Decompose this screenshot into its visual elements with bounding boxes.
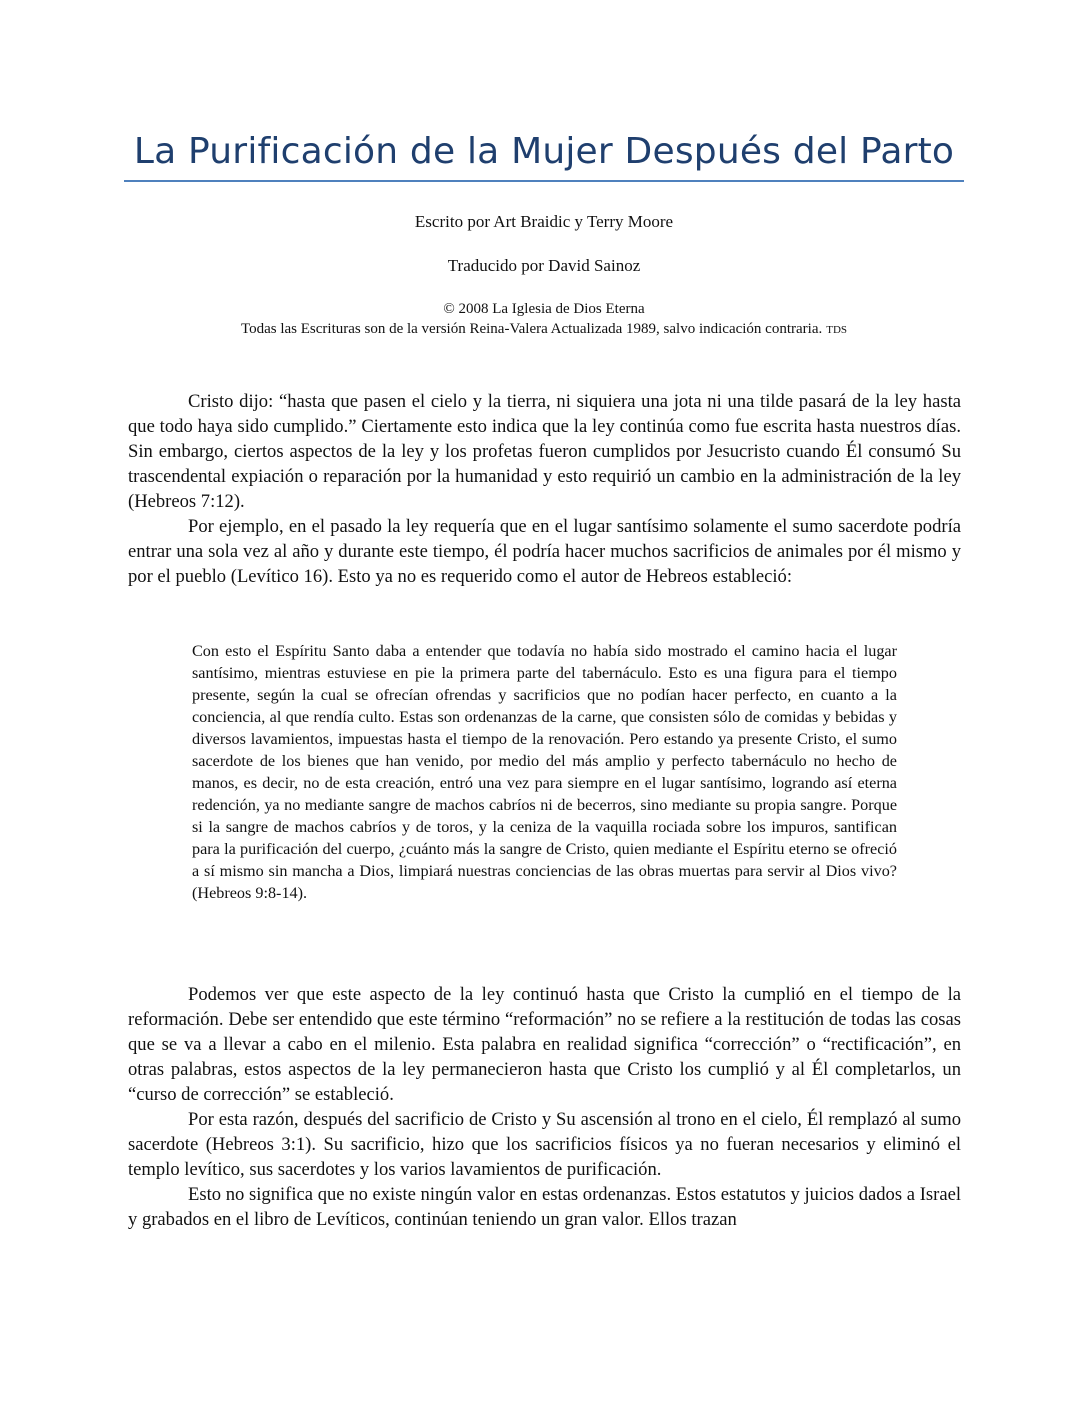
paragraph: Esto no significa que no existe ningún valor en estas ordenanzas. Estos estatutos y juicios dados a Israel y grabados en el libro de Levíticos, continúan teniendo un gran valor. Ellos trazan: [128, 1184, 961, 1230]
translator-line: Traducido por David Sainoz: [447, 256, 641, 275]
scripture-note-tag: TDS: [826, 324, 848, 336]
scripture-note-text: Todas las Escrituras son de la versión Reina-Valera Actualizada 1989, salvo indicación contraria.: [240, 321, 823, 337]
paragraph: Cristo dijo: “hasta que pasen el cielo y la tierra, ni siquiera una jota ni una tilde pasará de la ley hasta que todo haya sido cumplido.” Ciertamente esto indica que la ley continúa como fue escrita hasta nuestros días. Sin embargo, ciertos aspectos de la ley y los profetas fueron cumplidos por Jesucristo cuando Él consumó Su trascendental expiación o reparación por la humanidad y esto requirió un cambio en la administración de la ley (Hebreos 7:12).: [128, 391, 961, 512]
paragraph: Por esta razón, después del sacrificio de Cristo y Su ascensión al trono en el cielo, Él remplazó al sumo sacerdote (Hebreos 3:1). Su sacrificio, hizo que los sacrificios físicos ya no fueran necesarios y eliminó el templo levítico, sus sacerdotes y los varios lavamientos de purificación.: [128, 1109, 961, 1180]
block-quote: Con esto el Espíritu Santo daba a entender que todavía no había sido mostrado el camino hacia el lugar santísimo, mientras estuviese en pie la primera parte del tabernáculo. Esto es una figura para el tiempo presente, según la cual se ofrecían ofrendas y sacrificios que no podían hacer perfecto, en cuanto a la conciencia, al que rendía culto. Estas son ordenanzas de la carne, que consisten sólo de comidas y bebidas y diversos lavamientos, impuestas hasta el tiempo de la renovación. Pero estando ya presente Cristo, el sumo sacerdote de los bienes que han venido, por medio del más amplio y perfecto tabernáculo no hecho de manos, es decir, no de esta creación, entró una vez para siempre en el lugar santísimo, logrando así eterna redención, ya no mediante sangre de machos cabríos ni de becerros, sino mediante su propia sangre. Porque si la sangre de machos cabríos y de toros, y la ceniza de la vaquilla rociada sobre los impuros, santifican para la purificación del cuerpo, ¿cuánto más la sangre de Cristo, quien mediante el Espíritu eterno se ofreció a sí mismo sin mancha a Dios, limpiará nuestras conciencias de las obras muertas para servir al Dios vivo? (Hebreos 9:8-14).: [192, 642, 897, 902]
intro-paragraphs: [128, 389, 961, 589]
paragraph: Podemos ver que este aspecto de la ley continuó hasta que Cristo la cumplió en el tiempo de la reformación. Debe ser entendido que este término “reformación” no se refiere a la restitución de todas las cosas que se va a llevar a cabo en el milenio. Esta palabra en realidad significa “corrección” o “rectificación”, en otras palabras, estos aspectos de la ley permanecieron hasta que Cristo los cumplió y al Él completarlos, un “curso de corrección” se estableció.: [128, 984, 961, 1105]
scripture-note: [124, 319, 964, 340]
document-title: La Purificación de la Mujer Después del Parto: [133, 131, 955, 172]
authors-line: Escrito por Art Braidic y Terry Moore: [414, 212, 674, 231]
continuation-paragraphs: [128, 982, 961, 1232]
paragraph: Por ejemplo, en el pasado la ley requería que en el lugar santísimo solamente el sumo sacerdote podría entrar una sola vez al año y durante este tiempo, él podría hacer muchos sacrificios de animales por él mismo y por el pueblo (Levítico 16). Esto ya no es requerido como el autor de Hebreos estableció:: [128, 516, 961, 587]
copyright-line: © 2008 La Iglesia de Dios Eterna: [443, 301, 645, 317]
title-underline: [124, 180, 964, 182]
